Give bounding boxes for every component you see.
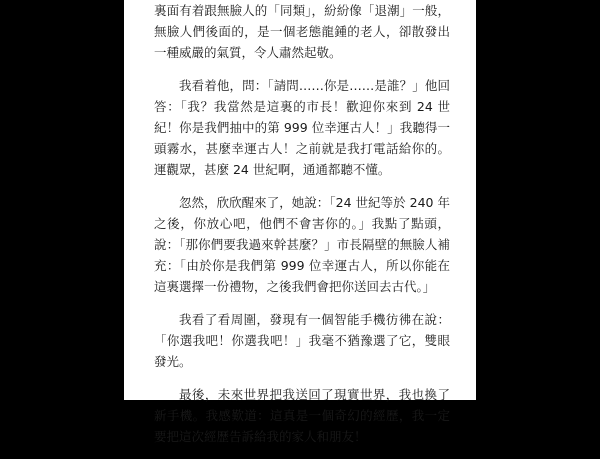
paragraph-4: 我看了看周圍，發現有一個智能手機彷彿在說：「你選我吧！你選我吧！」我毫不猶豫選了它，雙眼發光。 — [154, 312, 450, 369]
paragraph-5: 最後，未來世界把我送回了現實世界，我也換了新手機。我感歎道：這真是一個奇幻的經歷，我一定要把這次經歷告訴給我的家人和朋友！ — [154, 387, 450, 444]
paragraph-2: 我看着他，問：「請問……你是……是誰？」他回答：「我？我當然是這裏的市長！歡迎你來到 24 世紀！你是我們抽中的第 999 位幸運古人！」我聽得一頭霧水，甚麼幸運古人！之前就是我打電話給你的。運觀眾，甚麼 24 世紀啊，通通都聽不懂。 — [154, 78, 450, 177]
document-page — [124, 0, 476, 444]
document-body — [154, 0, 450, 459]
paragraph-3: 忽然，欣欣醒來了，她說：「24 世紀等於 240 年之後，你放心吧，他們不會害你的。」我點了點頭，說：「那你們要我過來幹甚麼？」市長隔壁的無臉人補充：「由於你是我們第 999 位幸運古人，所以你能在這裏選擇一份禮物，之後我們會把你送回去古代。」 — [154, 195, 450, 294]
paragraph-1: 裏面有着跟無臉人的「同類」，紛紛像「退潮」一般，無臉人們後面的，是一個老態龍鍾的老人，卻散發出一種威嚴的氣質，令人肅然起敬。 — [154, 3, 450, 60]
